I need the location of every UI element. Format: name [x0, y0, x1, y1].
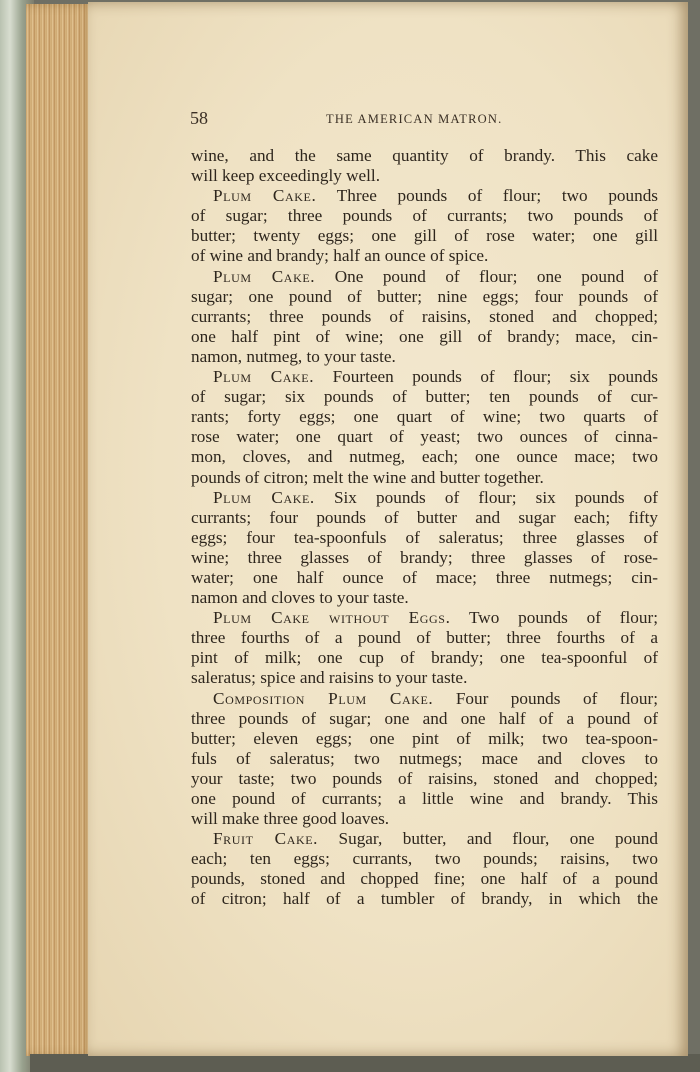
text-run: namon and cloves to your taste.: [191, 588, 409, 608]
text-line: [191, 889, 658, 909]
text-line: [191, 347, 658, 367]
text-run: pounds of citron; melt the wine and butter together.: [191, 467, 544, 487]
page-edges: [26, 4, 96, 1056]
text-run: sugar; one pound of butter; nine eggs; four pounds of: [191, 286, 658, 306]
text-run: rose water; one quart of yeast; two ounces of cinna-: [191, 427, 658, 447]
text-line: [191, 869, 658, 889]
text-run: butter; eleven eggs; one pint of milk; two tea-spoon-: [191, 728, 658, 748]
text-run: will keep exceedingly well.: [191, 166, 380, 186]
running-title: THE AMERICAN MATRON.: [326, 112, 503, 126]
text-line: [191, 307, 658, 327]
text-line: [191, 206, 658, 226]
text-line: [191, 689, 658, 709]
text-line: [191, 146, 658, 166]
text-run: one pound of currants; a little wine and brandy. This: [191, 789, 658, 808]
text-line: [191, 769, 658, 789]
text-run: pounds, stoned and chopped fine; one half of a pound: [191, 869, 658, 889]
recipe-heading: Plum Cake.: [213, 487, 315, 507]
text-run: of sugar; three pounds of currants; two pounds of: [191, 206, 658, 226]
text-line: [191, 287, 658, 307]
text-run: fuls of saleratus; two nutmegs; mace and cloves to: [191, 748, 658, 768]
text-line: [191, 327, 658, 347]
text-run: water; one half ounce of mace; three nutmegs; cin-: [191, 567, 658, 587]
text-line: [191, 608, 658, 628]
recipe-heading: Plum Cake.: [213, 266, 316, 286]
text-line: [191, 367, 658, 387]
text-run: rants; forty eggs; one quart of wine; two quarts of: [191, 407, 658, 427]
text-run: mon, cloves, and nutmeg, each; one ounce mace; two: [191, 447, 658, 467]
text-run: of sugar; six pounds of butter; ten pounds of cur-: [191, 387, 658, 407]
text-run: Six pounds of flour; six pounds of: [314, 487, 658, 507]
text-line: [191, 186, 658, 206]
text-run: of wine and brandy; half an ounce of spice.: [191, 246, 489, 266]
text-run: your taste; two pounds of raisins, stoned and chopped;: [191, 768, 658, 788]
text-line: [191, 729, 658, 749]
text-line: [191, 588, 658, 608]
text-run: Fourteen pounds of flour; six pounds: [314, 367, 658, 387]
text-run: Three pounds of flour; two pounds: [316, 186, 658, 206]
text-line: [191, 849, 658, 869]
text-run: will make three good loaves.: [191, 809, 390, 829]
book-cover-bottom: [30, 1054, 700, 1072]
text-run: wine, and the same quantity of brandy. This cake: [191, 146, 658, 165]
text-line: [191, 226, 658, 246]
text-run: three pounds of sugar; one and one half of a pound of: [191, 708, 658, 728]
text-run: Two pounds of flour;: [450, 608, 658, 628]
text-line: [191, 387, 658, 407]
text-run: One pound of flour; one pound of: [315, 266, 658, 286]
text-line: [191, 789, 658, 809]
text-line: [191, 668, 658, 688]
text-line: [191, 628, 658, 648]
text-line: [191, 749, 658, 769]
text-line: [191, 407, 658, 427]
text-run: Four pounds of flour;: [433, 688, 658, 708]
text-run: eggs; four tea-spoonfuls of saleratus; three glasses of: [191, 527, 658, 547]
text-line: [191, 427, 658, 447]
recipe-heading: Fruit Cake.: [213, 829, 319, 849]
text-run: Sugar, butter, and flour, one pound: [318, 829, 658, 849]
text-line: [191, 488, 658, 508]
text-run: one half pint of wine; one gill of brandy; mace, cin-: [191, 326, 658, 346]
text-run: wine; three glasses of brandy; three glasses of rose-: [191, 547, 658, 567]
text-run: namon, nutmeg, to your taste.: [191, 346, 396, 366]
text-line: [191, 508, 658, 528]
text-run: saleratus; spice and raisins to your taste.: [191, 668, 468, 688]
recipe-heading: Plum Cake.: [213, 186, 317, 206]
text-line: [191, 528, 658, 548]
recipe-heading: Plum Cake.: [213, 367, 315, 387]
text-line: [191, 648, 658, 668]
text-line: [191, 246, 658, 266]
text-run: of citron; half of a tumbler of brandy, in which the: [191, 889, 658, 909]
text-run: butter; twenty eggs; one gill of rose water; one gill: [191, 226, 658, 246]
text-line: [191, 548, 658, 568]
text-line: [191, 267, 658, 287]
text-line: [191, 166, 658, 186]
recipe-heading: Plum Cake without Eggs.: [213, 608, 451, 628]
page-number: 58: [190, 108, 208, 128]
text-run: currants; three pounds of raisins, stoned and chopped;: [191, 306, 658, 326]
recipe-heading: Composition Plum Cake.: [213, 688, 434, 708]
text-line: [191, 829, 658, 849]
text-line: [191, 809, 658, 829]
text-run: currants; four pounds of butter and sugar each; fifty: [191, 507, 658, 527]
text-line: [191, 568, 658, 588]
text-line: [191, 447, 658, 467]
text-run: pint of milk; one cup of brandy; one tea-spoonful of: [191, 648, 658, 668]
text-run: each; ten eggs; currants, two pounds; raisins, two: [191, 849, 658, 869]
text-line: [191, 709, 658, 729]
text-line: [191, 468, 658, 488]
running-head: [190, 108, 660, 130]
body-text: [191, 146, 658, 910]
text-run: three fourths of a pound of butter; three fourths of a: [191, 628, 658, 648]
